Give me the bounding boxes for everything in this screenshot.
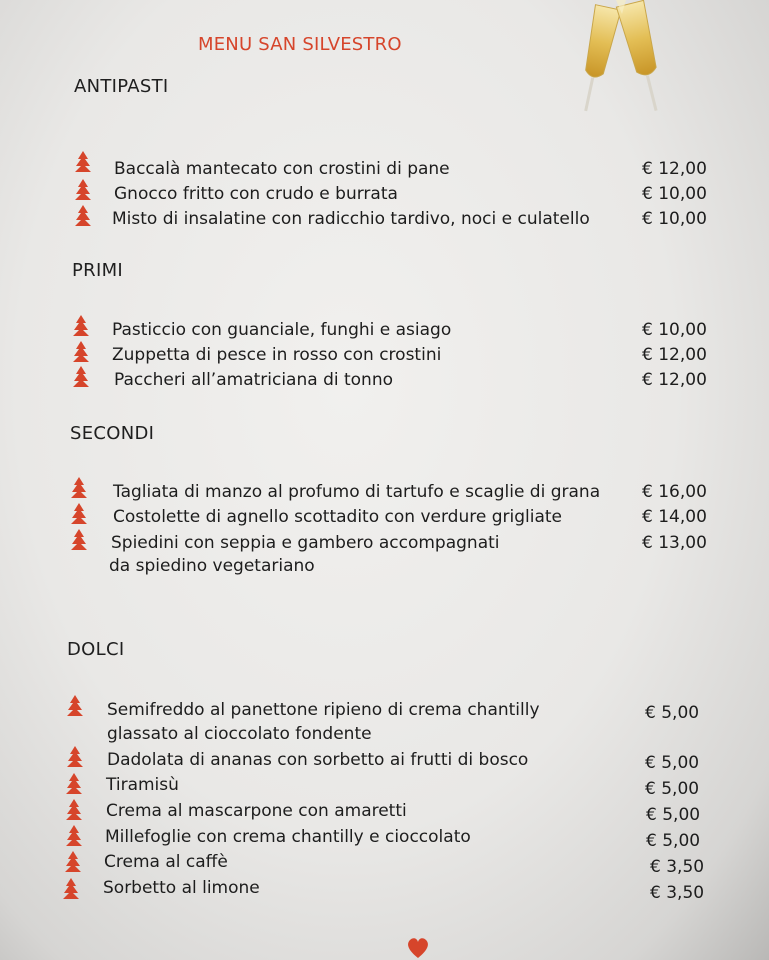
item-price: € 10,00 [642, 184, 707, 204]
champagne-glasses-icon [566, 0, 676, 118]
christmas-tree-icon [70, 528, 88, 552]
christmas-tree-icon [74, 178, 92, 202]
item-name: Crema al caffè [104, 852, 228, 872]
item-price: € 16,00 [642, 482, 707, 502]
item-name: Tagliata di manzo al profumo di tartufo e scaglie di grana [113, 482, 601, 502]
item-name: Crema al mascarpone con amaretti [106, 801, 407, 821]
christmas-tree-icon [66, 745, 84, 769]
christmas-tree-icon [62, 877, 80, 901]
christmas-tree-icon [72, 340, 90, 364]
christmas-tree-icon [64, 850, 82, 874]
heart-decoration-icon [404, 934, 432, 960]
item-name-line2: da spiedino vegetariano [109, 556, 315, 576]
item-name-line2: glassato al cioccolato fondente [107, 724, 372, 744]
christmas-tree-icon [74, 150, 92, 174]
christmas-tree-icon [74, 204, 92, 228]
christmas-tree-icon [70, 476, 88, 500]
item-name: Tiramisù [106, 775, 179, 795]
item-name: Costolette di agnello scottadito con verdure grigliate [113, 507, 562, 527]
item-price: € 10,00 [642, 320, 707, 340]
section-heading-antipasti: ANTIPASTI [74, 76, 169, 97]
item-name: Baccalà mantecato con crostini di pane [114, 159, 450, 179]
christmas-tree-icon [70, 502, 88, 526]
item-price: € 10,00 [642, 209, 707, 229]
christmas-tree-icon [65, 772, 83, 796]
christmas-tree-icon [65, 824, 83, 848]
section-heading-dolci: DOLCI [67, 639, 125, 660]
christmas-tree-icon [72, 314, 90, 338]
item-price: € 12,00 [642, 370, 707, 390]
item-price: € 5,00 [645, 753, 700, 773]
item-name: Gnocco fritto con crudo e burrata [114, 184, 398, 204]
item-price: € 12,00 [642, 159, 707, 179]
item-price: € 3,50 [650, 883, 705, 903]
item-price: € 5,00 [646, 831, 701, 851]
christmas-tree-icon [65, 798, 83, 822]
item-name: Dadolata di ananas con sorbetto ai frutti di bosco [107, 750, 529, 770]
item-price: € 3,50 [650, 857, 705, 877]
item-price: € 12,00 [642, 345, 707, 365]
item-name: Spiedini con seppia e gambero accompagnati [111, 533, 500, 553]
item-name: Millefoglie con crema chantilly e cioccolato [105, 827, 471, 847]
item-price: € 5,00 [646, 805, 701, 825]
christmas-tree-icon [66, 694, 84, 718]
item-name: Sorbetto al limone [103, 878, 260, 898]
item-name: Misto di insalatine con radicchio tardivo, noci e culatello [112, 209, 590, 229]
item-name: Zuppetta di pesce in rosso con crostini [112, 345, 442, 365]
section-heading-primi: PRIMI [72, 260, 124, 281]
menu-title: MENU SAN SILVESTRO [198, 34, 402, 55]
section-heading-secondi: SECONDI [70, 423, 155, 444]
item-price: € 13,00 [642, 533, 707, 553]
item-price: € 5,00 [645, 703, 700, 723]
item-name: Paccheri all’amatriciana di tonno [114, 370, 394, 390]
item-price: € 5,00 [645, 779, 700, 799]
item-name: Pasticcio con guanciale, funghi e asiago [112, 320, 452, 340]
item-name: Semifreddo al panettone ripieno di crema chantilly [107, 700, 540, 720]
item-price: € 14,00 [642, 507, 707, 527]
christmas-tree-icon [72, 365, 90, 389]
